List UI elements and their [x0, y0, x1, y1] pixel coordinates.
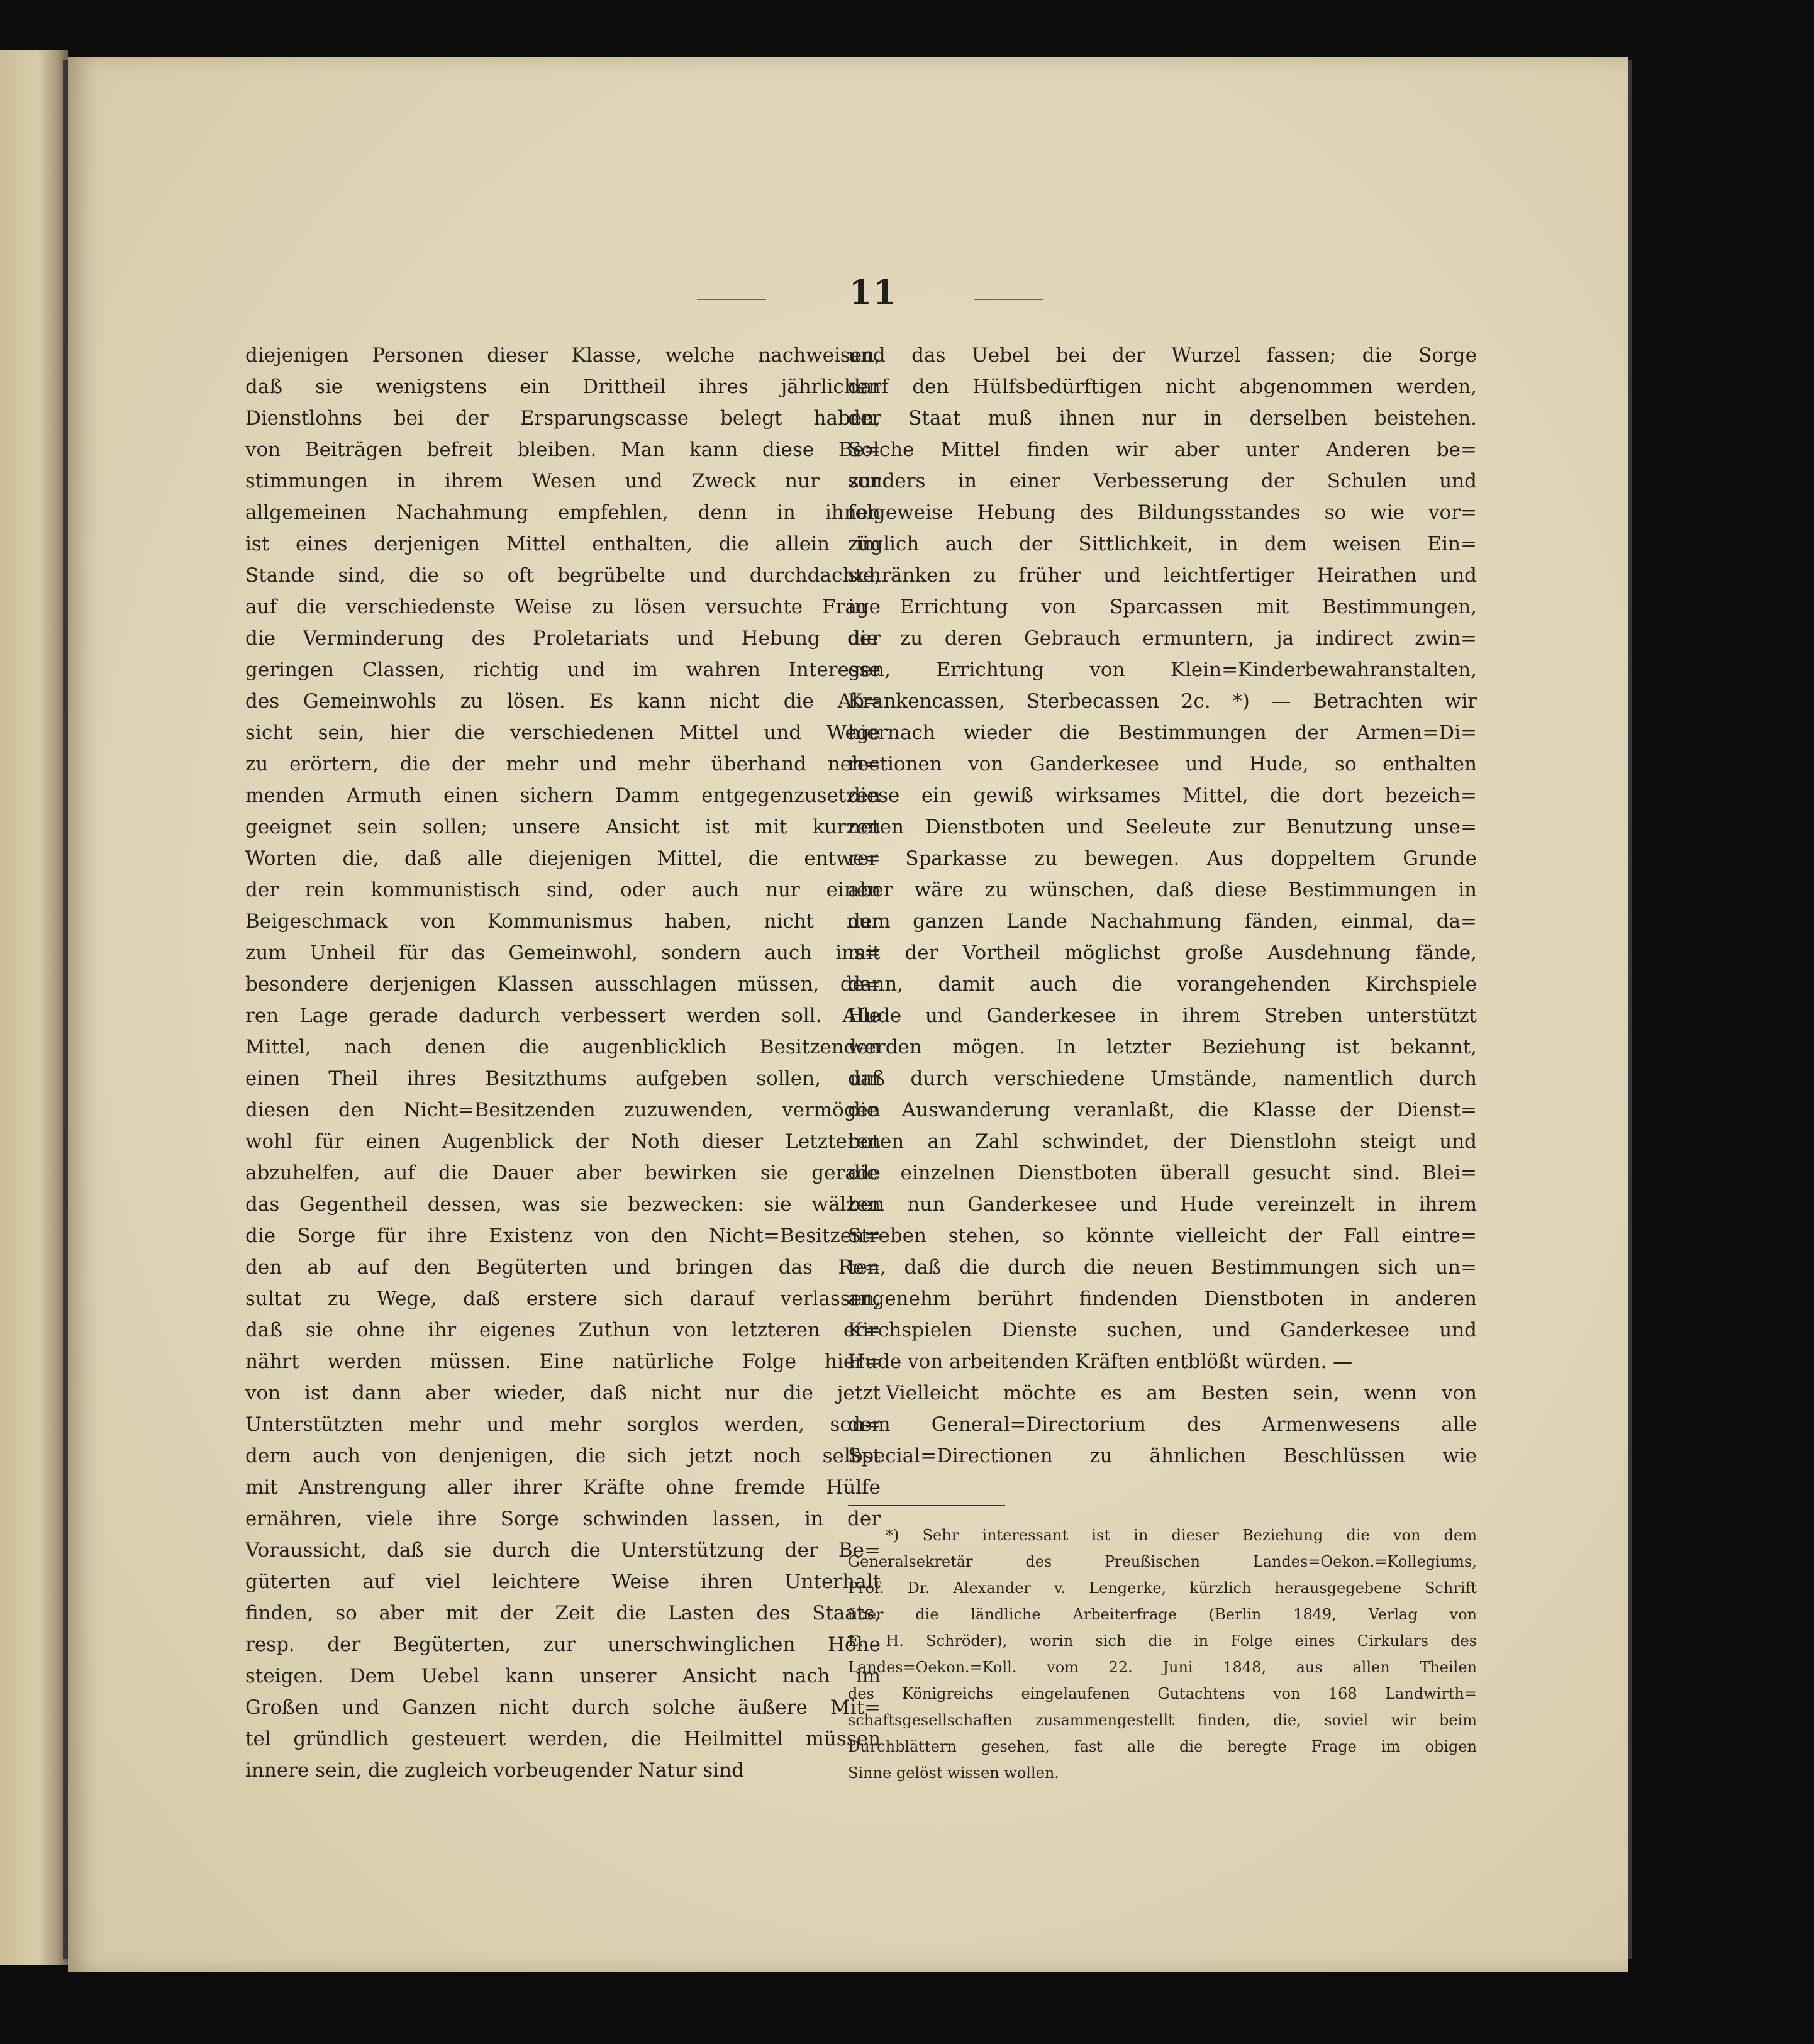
- footnote-line: Sinne gelöst wissen wollen.: [848, 1764, 1059, 1782]
- left-column-line: von Beiträgen befreit bleiben. Man kann diese Be=: [245, 438, 881, 461]
- left-column-line: Worten die, daß alle diejenigen Mittel, die entwe=: [245, 847, 881, 870]
- left-column-line: mit Anstrengung aller ihrer Kräfte ohne fremde Hülfe: [245, 1476, 881, 1499]
- left-column-line: innere sein, die zugleich vorbeugender Natur sind: [245, 1759, 745, 1782]
- left-column-line: geringen Classen, richtig und im wahren Interesse: [245, 658, 881, 681]
- right-column-line: Kirchspielen Dienste suchen, und Ganderkesee und: [848, 1319, 1477, 1341]
- left-column-line: zu erörtern, die der mehr und mehr überhand neh=: [245, 753, 881, 775]
- right-column-line: Hude von arbeitenden Kräften entblößt würden. —: [848, 1350, 1353, 1373]
- page-number: 11: [849, 274, 898, 312]
- right-column-line: diese ein gewiß wirksames Mittel, die dort bezeich=: [848, 784, 1477, 807]
- right-column-line: ben nun Ganderkesee und Hude vereinzelt in ihrem: [848, 1193, 1477, 1216]
- left-column-line: das Gegentheil dessen, was sie bezwecken: sie wälzen: [245, 1193, 881, 1216]
- right-column-line: boten an Zahl schwindet, der Dienstlohn steigt und: [848, 1130, 1477, 1153]
- footnote-line: Durchblättern gesehen, fast alle die beregte Frage im obigen: [848, 1738, 1477, 1755]
- left-column-line: tel gründlich gesteuert werden, die Heilmittel müssen: [245, 1728, 881, 1750]
- left-column-line: Unterstützten mehr und mehr sorglos werden, son=: [245, 1413, 881, 1436]
- right-column-line: und das Uebel bei der Wurzel fassen; die Sorge: [848, 344, 1477, 367]
- left-column-line: geeignet sein sollen; unsere Ansicht ist mit kurzen: [245, 816, 881, 838]
- right-column-line: in Errichtung von Sparcassen mit Bestimmungen,: [848, 596, 1477, 618]
- left-column-line: Mittel, nach denen die augenblicklich Besitzenden: [245, 1036, 881, 1058]
- right-column-line: dem General=Directorium des Armenwesens alle: [848, 1413, 1477, 1436]
- left-column: [245, 340, 881, 1786]
- footnote-line: Generalsekretär des Preußischen Landes=Oekon.=Kollegiums,: [848, 1553, 1477, 1570]
- left-column-line: Großen und Ganzen nicht durch solche äußere Mit=: [245, 1696, 881, 1719]
- left-column-line: nährt werden müssen. Eine natürliche Folge hier=: [245, 1350, 881, 1373]
- left-column-line: die Verminderung des Proletariats und Hebung der: [245, 627, 881, 650]
- left-column-line: sicht sein, hier die verschiedenen Mittel und Wege: [245, 721, 881, 744]
- right-column-line: Hude und Ganderkesee in ihrem Streben unterstützt: [848, 1004, 1477, 1027]
- book-page: [68, 57, 1628, 1972]
- left-column-line: steigen. Dem Uebel kann unserer Ansicht nach im: [245, 1665, 881, 1687]
- right-column-line: sonders in einer Verbesserung der Schulen und: [848, 470, 1477, 492]
- header-rule-left: [697, 299, 766, 300]
- left-column-line: diesen den Nicht=Besitzenden zuzuwenden, vermögen: [245, 1099, 881, 1121]
- left-column-line: besondere derjenigen Klassen ausschlagen müssen, de=: [245, 973, 881, 996]
- left-column-line: allgemeinen Nachahmung empfehlen, denn in ihnen: [245, 501, 881, 524]
- left-column-line: der rein kommunistisch sind, oder auch nur einen: [245, 879, 881, 901]
- left-column-line: ist eines derjenigen Mittel enthalten, die allein im: [245, 533, 881, 555]
- left-column-line: menden Armuth einen sichern Damm entgegenzusetzen: [245, 784, 881, 807]
- footnote-line: E. H. Schröder), worin sich die in Folge eines Cirkulars des: [848, 1632, 1477, 1650]
- header-rule-right: [974, 299, 1043, 300]
- right-column-line: werden mögen. In letzter Beziehung ist bekannt,: [848, 1036, 1477, 1058]
- left-column-line: des Gemeinwohls zu lösen. Es kann nicht die Ab=: [245, 690, 881, 713]
- left-column-line: Stande sind, die so oft begrübelte und durchdachte,: [245, 564, 881, 587]
- left-column-line: zum Unheil für das Gemeinwohl, sondern auch ins=: [245, 941, 881, 964]
- right-column-line: angenehm berührt findenden Dienstboten in anderen: [848, 1287, 1477, 1310]
- left-column-line: finden, so aber mit der Zeit die Lasten des Staats,: [245, 1602, 881, 1625]
- right-column-line: rer Sparkasse zu bewegen. Aus doppeltem Grunde: [848, 847, 1477, 870]
- right-column-line: daß durch verschiedene Umstände, namentlich durch: [848, 1067, 1477, 1090]
- left-column-line: daß sie ohne ihr eigenes Zuthun von letzteren er=: [245, 1319, 881, 1341]
- left-column-line: Dienstlohns bei der Ersparungscasse belegt haben,: [245, 407, 881, 430]
- footnote-line: Landes=Oekon.=Koll. vom 22. Juni 1848, aus allen Theilen: [848, 1658, 1477, 1676]
- left-column-line: den ab auf den Begüterten und bringen das Re=: [245, 1256, 881, 1279]
- left-column-line: von ist dann aber wieder, daß nicht nur die jetzt: [245, 1382, 881, 1404]
- right-column-line: züglich auch der Sittlichkeit, in dem weisen Ein=: [848, 533, 1477, 555]
- right-column-line: gen, Errichtung von Klein=Kinderbewahranstalten,: [848, 658, 1477, 681]
- footnote-line: des Königreichs eingelaufenen Gutachtens von 168 Landwirth=: [848, 1685, 1477, 1702]
- right-column: [848, 340, 1477, 1472]
- right-column-line: mit der Vortheil möglichst große Ausdehnung fände,: [848, 941, 1477, 964]
- left-page-edge: [0, 50, 68, 1965]
- left-column-line: Beigeschmack von Kommunismus haben, nicht nur: [245, 910, 881, 933]
- left-column-line: stimmungen in ihrem Wesen und Zweck nur zur: [245, 470, 881, 492]
- left-column-line: diejenigen Personen dieser Klasse, welche nachweisen,: [245, 344, 881, 367]
- left-column-line: ernähren, viele ihre Sorge schwinden lassen, in der: [245, 1508, 881, 1530]
- left-column-line: dern auch von denjenigen, die sich jetzt noch selbst: [245, 1445, 881, 1467]
- right-column-line: Solche Mittel finden wir aber unter Anderen be=: [848, 438, 1477, 461]
- left-column-line: güterten auf viel leichtere Weise ihren Unterhalt: [245, 1570, 881, 1593]
- right-column-line: die Auswanderung veranlaßt, die Klasse der Dienst=: [848, 1099, 1477, 1121]
- left-column-line: abzuhelfen, auf die Dauer aber bewirken sie gerade: [245, 1162, 881, 1184]
- right-column-line: Special=Directionen zu ähnlichen Beschlüssen wie: [848, 1445, 1477, 1467]
- right-column-line: dann, damit auch die vorangehenden Kirchspiele: [848, 973, 1477, 996]
- footnote-line: schaftsgesellschaften zusammengestellt finden, die, soviel wir beim: [848, 1711, 1477, 1729]
- left-column-line: einen Theil ihres Besitzthums aufgeben sollen, um: [245, 1067, 881, 1090]
- footnote-rule: [848, 1505, 1005, 1506]
- left-column-line: auf die verschiedenste Weise zu lösen versuchte Frage: [245, 596, 881, 618]
- footnote-line: über die ländliche Arbeiterfrage (Berlin 1849, Verlag von: [848, 1606, 1477, 1623]
- right-column-line: die einzelnen Dienstboten überall gesucht sind. Blei=: [848, 1162, 1477, 1184]
- left-column-line: resp. der Begüterten, zur unerschwinglichen Höhe: [245, 1633, 881, 1656]
- right-column-line: der Staat muß ihnen nur in derselben beistehen.: [848, 407, 1477, 430]
- right-column-line: folgeweise Hebung des Bildungsstandes so wie vor=: [848, 501, 1477, 524]
- footnote-line: *) Sehr interessant ist in dieser Beziehung die von dem: [886, 1526, 1477, 1544]
- right-column-line: ten, daß die durch die neuen Bestimmungen sich un=: [848, 1256, 1477, 1279]
- right-column-line: dem ganzen Lande Nachahmung fänden, einmal, da=: [848, 910, 1477, 933]
- footnote-line: Prof. Dr. Alexander v. Lengerke, kürzlich herausgegebene Schrift: [848, 1579, 1477, 1597]
- left-column-line: wohl für einen Augenblick der Noth dieser Letzteren: [245, 1130, 881, 1153]
- right-column-line: Streben stehen, so könnte vielleicht der Fall eintre=: [848, 1225, 1477, 1247]
- footnote: [848, 1522, 1477, 1786]
- left-column-line: sultat zu Wege, daß erstere sich darauf verlassen,: [245, 1287, 881, 1310]
- right-column-line: Krankencassen, Sterbecassen 2c. *) — Betrachten wir: [848, 690, 1477, 713]
- left-column-line: ren Lage gerade dadurch verbessert werden soll. Alle: [245, 1004, 881, 1027]
- right-column-line: Vielleicht möchte es am Besten sein, wenn von: [886, 1382, 1477, 1404]
- left-column-line: die Sorge für ihre Existenz von den Nicht=Besitzen=: [245, 1225, 881, 1247]
- right-column-line: darf den Hülfsbedürftigen nicht abgenommen werden,: [848, 375, 1477, 398]
- left-column-line: Voraussicht, daß sie durch die Unterstützung der Be=: [245, 1539, 881, 1562]
- right-column-line: aber wäre zu wünschen, daß diese Bestimmungen in: [848, 879, 1477, 901]
- right-column-line: rectionen von Ganderkesee und Hude, so enthalten: [848, 753, 1477, 775]
- right-column-line: neten Dienstboten und Seeleute zur Benutzung unse=: [848, 816, 1477, 838]
- left-column-line: daß sie wenigstens ein Drittheil ihres jährlichen: [245, 375, 881, 398]
- right-column-line: schränken zu früher und leichtfertiger Heirathen und: [848, 564, 1477, 587]
- right-column-line: die zu deren Gebrauch ermuntern, ja indirect zwin=: [848, 627, 1477, 650]
- right-column-line: hiernach wieder die Bestimmungen der Armen=Di=: [848, 721, 1477, 744]
